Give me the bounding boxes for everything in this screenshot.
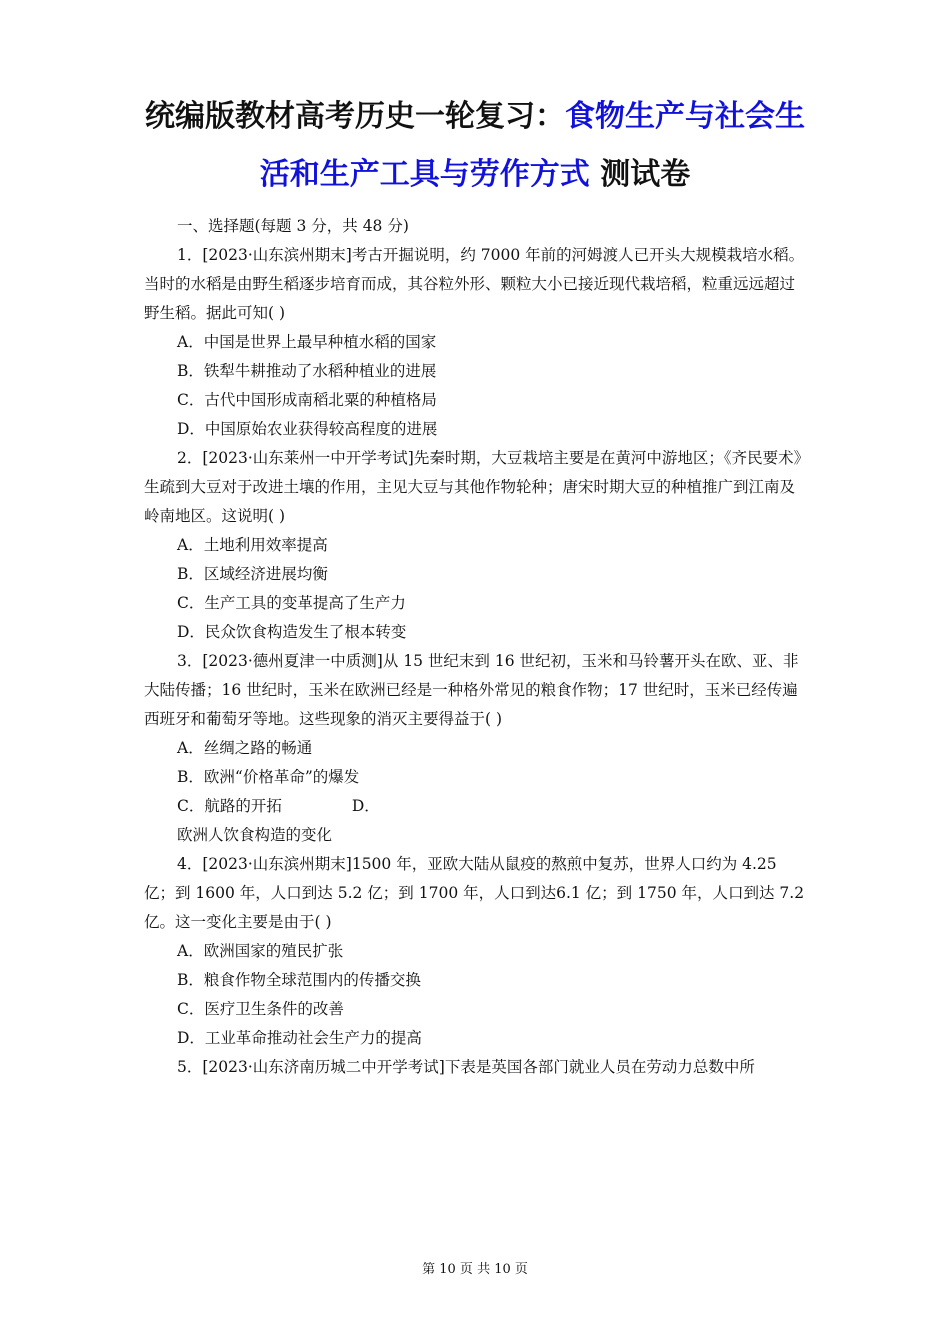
title-part-1: 统编版教材高考历史一轮复习： — [145, 99, 565, 134]
title-suffix: 测试卷 — [589, 157, 691, 192]
question-3-stem: 3．[2023·德州夏津一中质测]从 15 世纪末到 16 世纪初，玉米和马铃薯开头在欧、亚、非大陆传播；16 世纪时，玉米在欧洲已经是一种格外常见的粮食作物；17 世纪时，玉米已经传遍西班牙和葡萄牙等地。这些现象的消灭主要得益于( ) — [144, 652, 799, 728]
document-title — [120, 88, 830, 204]
question-2-option-d: D．民众饮食构造发生了根本转变 — [177, 623, 407, 641]
title-topic-2: 活和生产工具与劳作方式 — [259, 157, 590, 192]
question-2-stem: 2．[2023·山东莱州一中开学考试]先秦时期，大豆栽培主要是在黄河中游地区；《齐民要术》生疏到大豆对于改进土壤的作用，主见大豆与其他作物轮种；唐宋时期大豆的种植推广到江南及岭南地区。这说明( ) — [144, 449, 802, 525]
section-heading: 一、选择题(每题 3 分，共 48 分) — [177, 217, 409, 235]
question-3-option-cd-line — [144, 792, 808, 821]
question-1-option-a: A．中国是世界上最早种植水稻的国家 — [177, 333, 437, 351]
question-2-option-a: A．土地利用效率提高 — [177, 536, 328, 554]
title-topic-1: 食物生产与社会生 — [565, 99, 805, 134]
question-3-option-d-label: D． — [351, 797, 380, 815]
question-3-option-c: C．航路的开拓 — [177, 797, 282, 815]
question-1-option-d: D．中国原始农业获得较高程度的进展 — [177, 420, 438, 438]
question-4-option-d: D．工业革命推动社会生产力的提高 — [177, 1029, 422, 1047]
question-1-option-c: C．古代中国形成南稻北粟的种植格局 — [177, 391, 437, 409]
question-3-option-d-text: 欧洲人饮食构造的变化 — [177, 826, 333, 844]
question-4-stem: 4．[2023·山东滨州期末]1500 年，亚欧大陆从鼠疫的熬煎中复苏，世界人口约为 4.25 亿；到 1600 年，人口到达 5.2 亿；到 1700 年，人口到达6.1 亿；到 1750 年，人口到达 7.2 亿。这一变化主要是由于( ) — [144, 855, 805, 931]
document-body — [144, 212, 808, 1082]
question-4-option-b: B．粮食作物全球范围内的传播交换 — [177, 971, 421, 989]
question-2-option-b: B．区域经济进展均衡 — [177, 565, 328, 583]
question-3-option-a: A．丝绸之路的畅通 — [177, 739, 313, 757]
question-1-option-b: B．铁犁牛耕推动了水稻种植业的进展 — [177, 362, 437, 380]
question-3-option-b: B．欧洲“价格革命”的爆发 — [177, 768, 360, 786]
question-4-option-c: C．医疗卫生条件的改善 — [177, 1000, 344, 1018]
question-2-option-c: C．生产工具的变革提高了生产力 — [177, 594, 406, 612]
page-footer: 第 10 页 共 10 页 — [422, 1262, 528, 1277]
question-5-stem: 5．[2023·山东济南历城二中开学考试]下表是英国各部门就业人员在劳动力总数中所 — [177, 1058, 755, 1076]
question-1-stem: 1．[2023·山东滨州期末]考古开掘说明，约 7000 年前的河姆渡人已开头大规模栽培水稻。当时的水稻是由野生稻逐步培育而成，其谷粒外形、颗粒大小已接近现代栽培稻，粒重远远超过野生稻。据此可知( ) — [144, 246, 805, 322]
question-4-option-a: A．欧洲国家的殖民扩张 — [177, 942, 344, 960]
